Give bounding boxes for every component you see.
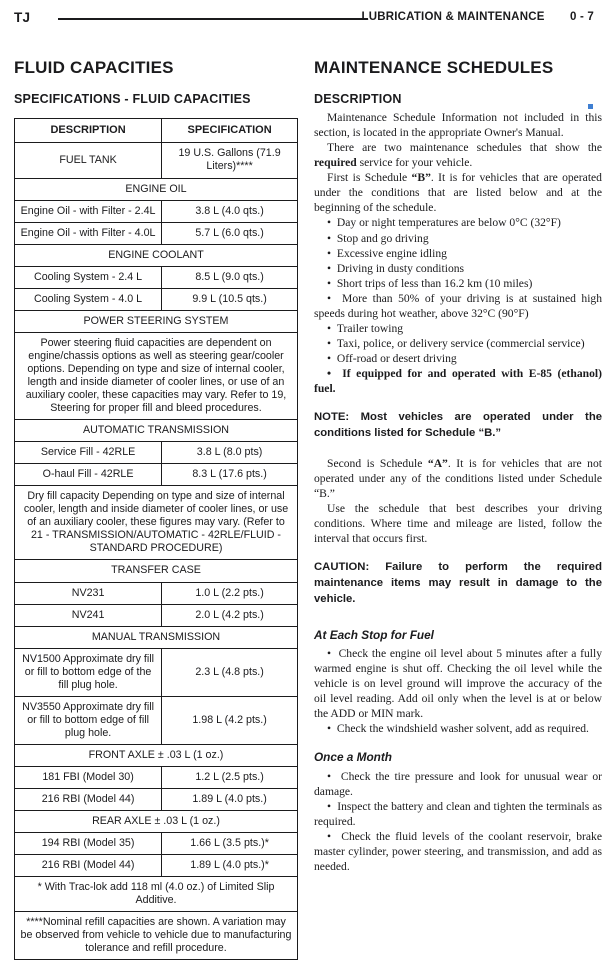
header-right bbox=[362, 11, 594, 23]
list-item: • Taxi, police, or delivery service (commercial service) bbox=[314, 336, 602, 351]
paragraph bbox=[314, 170, 602, 215]
paragraph bbox=[314, 456, 602, 501]
section-label: FRONT AXLE ± .03 L (1 oz.) bbox=[15, 744, 298, 766]
section-label: MANUAL TRANSMISSION bbox=[15, 626, 298, 648]
list-item: • Check the engine oil level about 5 minutes after a fully warmed engine is shut off. Checking the oil level while the vehicle is on level ground will improve the accuracy of the oil level reading. Add oil only when the level is at or below the ADD or MIN mark. bbox=[314, 646, 602, 721]
row-desc: Service Fill - 42RLE bbox=[15, 442, 162, 464]
table-row bbox=[15, 288, 298, 310]
table-note: Dry fill capacity Depending on type and size of internal cooler, length and inside diameter of cooler lines, or use of an auxiliary cooler, these figures may vary. (Refer to 21 - TRANSMISSION/AUTOMATIC - 42RLE/FLUID - STANDARD PROCEDURE) bbox=[15, 486, 298, 560]
table-note-row bbox=[15, 332, 298, 419]
table-footnote: ****Nominal refill capacities are shown. A variation may be observed from vehicle to vehicle due to manufacturing tolerance and refill procedure. bbox=[15, 912, 298, 960]
paragraph-bold: required bbox=[314, 156, 357, 170]
table-footnote: * With Trac-lok add 118 ml (4.0 oz.) of Limited Slip Additive. bbox=[15, 877, 298, 912]
table-section-row bbox=[15, 178, 298, 200]
model-code: TJ bbox=[14, 10, 31, 25]
table-row bbox=[15, 143, 298, 178]
paragraph-text: . It is for vehicles that are not operated under any of the conditions listed under Schedule “B.” bbox=[314, 456, 602, 500]
row-spec: 8.5 L (9.0 qts.) bbox=[162, 266, 298, 288]
list-item-bold: • If equipped for and operated with E-85 (ethanol) fuel. bbox=[314, 366, 602, 396]
row-spec: 1.66 L (3.5 pts.)* bbox=[162, 833, 298, 855]
row-desc: NV3550 Approximate dry fill or fill to bottom edge of fill plug hole. bbox=[15, 696, 162, 744]
note-block: NOTE: Most vehicles are operated under the conditions listed for Schedule “B.” bbox=[314, 411, 602, 439]
row-spec: 2.0 L (4.2 pts.) bbox=[162, 604, 298, 626]
fluid-capacities-subtitle: SPECIFICATIONS - FLUID CAPACITIES bbox=[14, 92, 251, 106]
paragraph-text: service for your vehicle. bbox=[356, 156, 473, 170]
once-a-month-heading: Once a Month bbox=[314, 750, 392, 765]
section-label: REAR AXLE ± .03 L (1 oz.) bbox=[15, 811, 298, 833]
table-row bbox=[15, 855, 298, 877]
list-item: • Excessive engine idling bbox=[314, 246, 602, 261]
list-item: • Driving in dusty conditions bbox=[314, 261, 602, 276]
section-label: ENGINE COOLANT bbox=[15, 244, 298, 266]
row-desc: FUEL TANK bbox=[15, 143, 162, 178]
caution-block: CAUTION: Failure to perform the required maintenance items may result in damage to the vehicle. bbox=[314, 561, 602, 605]
paragraph-text: There are two maintenance schedules that show the bbox=[327, 141, 602, 155]
list-item: • Short trips of less than 16.2 km (10 miles) bbox=[314, 276, 602, 291]
list-item: • Inspect the battery and clean and tighten the terminals as required. bbox=[314, 799, 602, 829]
row-desc: Cooling System - 2.4 L bbox=[15, 266, 162, 288]
row-spec: 8.3 L (17.6 pts.) bbox=[162, 464, 298, 486]
row-desc: Engine Oil - with Filter - 4.0L bbox=[15, 222, 162, 244]
list-item: • Check the fluid levels of the coolant reservoir, brake master cylinder, power steering, and transmission, and add as needed. bbox=[314, 829, 602, 874]
list-item: • Day or night temperatures are below 0°C (32°F) bbox=[314, 215, 602, 230]
col-header-description: DESCRIPTION bbox=[15, 119, 162, 143]
paragraph-bold: “B” bbox=[411, 171, 431, 185]
row-spec: 2.3 L (4.8 pts.) bbox=[162, 648, 298, 696]
table-row bbox=[15, 582, 298, 604]
list-item: • Trailer towing bbox=[314, 321, 602, 336]
row-desc: 216 RBI (Model 44) bbox=[15, 855, 162, 877]
list-item: • Check the tire pressure and look for unusual wear or damage. bbox=[314, 769, 602, 799]
table-row bbox=[15, 696, 298, 744]
paragraph: Maintenance Schedule Information not included in this section, is located in the appropriate Owner's Manual. bbox=[314, 111, 602, 140]
table-row bbox=[15, 648, 298, 696]
fluid-capacities-title: FLUID CAPACITIES bbox=[14, 58, 174, 77]
list-item: • More than 50% of your driving is at sustained high speeds during hot weather, above 32°C (90°F) bbox=[314, 291, 602, 321]
section-label: ENGINE OIL bbox=[15, 178, 298, 200]
row-desc: 181 FBI (Model 30) bbox=[15, 767, 162, 789]
table-section-row bbox=[15, 244, 298, 266]
paragraph-text: First is Schedule bbox=[327, 171, 412, 185]
list-item: • Stop and go driving bbox=[314, 231, 602, 246]
table-note: Power steering fluid capacities are dependent on engine/chassis options as well as steering gear/cooler options. Depending on type and size of internal cooler, length and inside diameter of cooler lines, or use of an auxiliary cooler, these capacities may vary. Refer to 19, Steering for proper fill and bleed procedures. bbox=[15, 332, 298, 419]
table-section-row bbox=[15, 744, 298, 766]
paragraph-bold: “A” bbox=[427, 456, 448, 470]
table-row bbox=[15, 604, 298, 626]
row-desc: 194 RBI (Model 35) bbox=[15, 833, 162, 855]
fluid-capacities-table bbox=[14, 118, 298, 960]
row-spec: 1.89 L (4.0 pts.) bbox=[162, 789, 298, 811]
row-spec: 19 U.S. Gallons (71.9 Liters)**** bbox=[162, 143, 298, 178]
table-note-row bbox=[15, 486, 298, 560]
header-section-title: LUBRICATION & MAINTENANCE bbox=[361, 11, 545, 23]
table-section-row bbox=[15, 310, 298, 332]
header-rule bbox=[58, 18, 368, 20]
description-subtitle: DESCRIPTION bbox=[314, 92, 402, 106]
row-desc: 216 RBI (Model 44) bbox=[15, 789, 162, 811]
paragraph-text: Second is Schedule bbox=[327, 456, 428, 470]
list-item: • Check the windshield washer solvent, add as required. bbox=[314, 721, 602, 736]
list-item: • Off-road or desert driving bbox=[314, 351, 602, 366]
row-spec: 1.98 L (4.2 pts.) bbox=[162, 696, 298, 744]
left-column bbox=[14, 52, 298, 960]
running-header bbox=[14, 10, 594, 28]
row-desc: NV231 bbox=[15, 582, 162, 604]
table-row bbox=[15, 789, 298, 811]
table-section-row bbox=[15, 811, 298, 833]
row-spec: 3.8 L (4.0 qts.) bbox=[162, 200, 298, 222]
row-desc: Engine Oil - with Filter - 2.4L bbox=[15, 200, 162, 222]
table-footnote-row bbox=[15, 912, 298, 960]
right-column bbox=[314, 52, 602, 960]
row-spec: 1.0 L (2.2 pts.) bbox=[162, 582, 298, 604]
paragraph bbox=[314, 140, 602, 170]
maintenance-schedules-title: MAINTENANCE SCHEDULES bbox=[314, 58, 554, 77]
row-spec: 3.8 L (8.0 pts) bbox=[162, 442, 298, 464]
table-section-row bbox=[15, 626, 298, 648]
paragraph-text: . It is for vehicles that are operated under the conditions that are listed below and at the beginning of the schedule. bbox=[314, 171, 602, 215]
row-spec: 1.89 L (4.0 pts.)* bbox=[162, 855, 298, 877]
table-row bbox=[15, 222, 298, 244]
scan-artifact-mark bbox=[588, 104, 593, 109]
table-section-row bbox=[15, 420, 298, 442]
table-row bbox=[15, 442, 298, 464]
fuel-stop-heading: At Each Stop for Fuel bbox=[314, 627, 434, 642]
paragraph: Use the schedule that best describes your driving conditions. Where time and mileage are listed, follow the interval that occurs first. bbox=[314, 502, 602, 546]
table-row bbox=[15, 266, 298, 288]
table-row bbox=[15, 767, 298, 789]
row-spec: 9.9 L (10.5 qts.) bbox=[162, 288, 298, 310]
row-spec: 1.2 L (2.5 pts.) bbox=[162, 767, 298, 789]
row-desc: O-haul Fill - 42RLE bbox=[15, 464, 162, 486]
section-label: AUTOMATIC TRANSMISSION bbox=[15, 420, 298, 442]
row-desc: Cooling System - 4.0 L bbox=[15, 288, 162, 310]
row-desc: NV1500 Approximate dry fill or fill to bottom edge of the fill plug hole. bbox=[15, 648, 162, 696]
table-section-row bbox=[15, 560, 298, 582]
table-row bbox=[15, 200, 298, 222]
table-footnote-row bbox=[15, 877, 298, 912]
row-spec: 5.7 L (6.0 qts.) bbox=[162, 222, 298, 244]
table-row bbox=[15, 464, 298, 486]
table-row bbox=[15, 833, 298, 855]
page-number: 0 - 7 bbox=[569, 11, 594, 23]
col-header-specification: SPECIFICATION bbox=[162, 119, 298, 143]
section-label: TRANSFER CASE bbox=[15, 560, 298, 582]
table-header-row bbox=[15, 119, 298, 143]
row-desc: NV241 bbox=[15, 604, 162, 626]
section-label: POWER STEERING SYSTEM bbox=[15, 310, 298, 332]
